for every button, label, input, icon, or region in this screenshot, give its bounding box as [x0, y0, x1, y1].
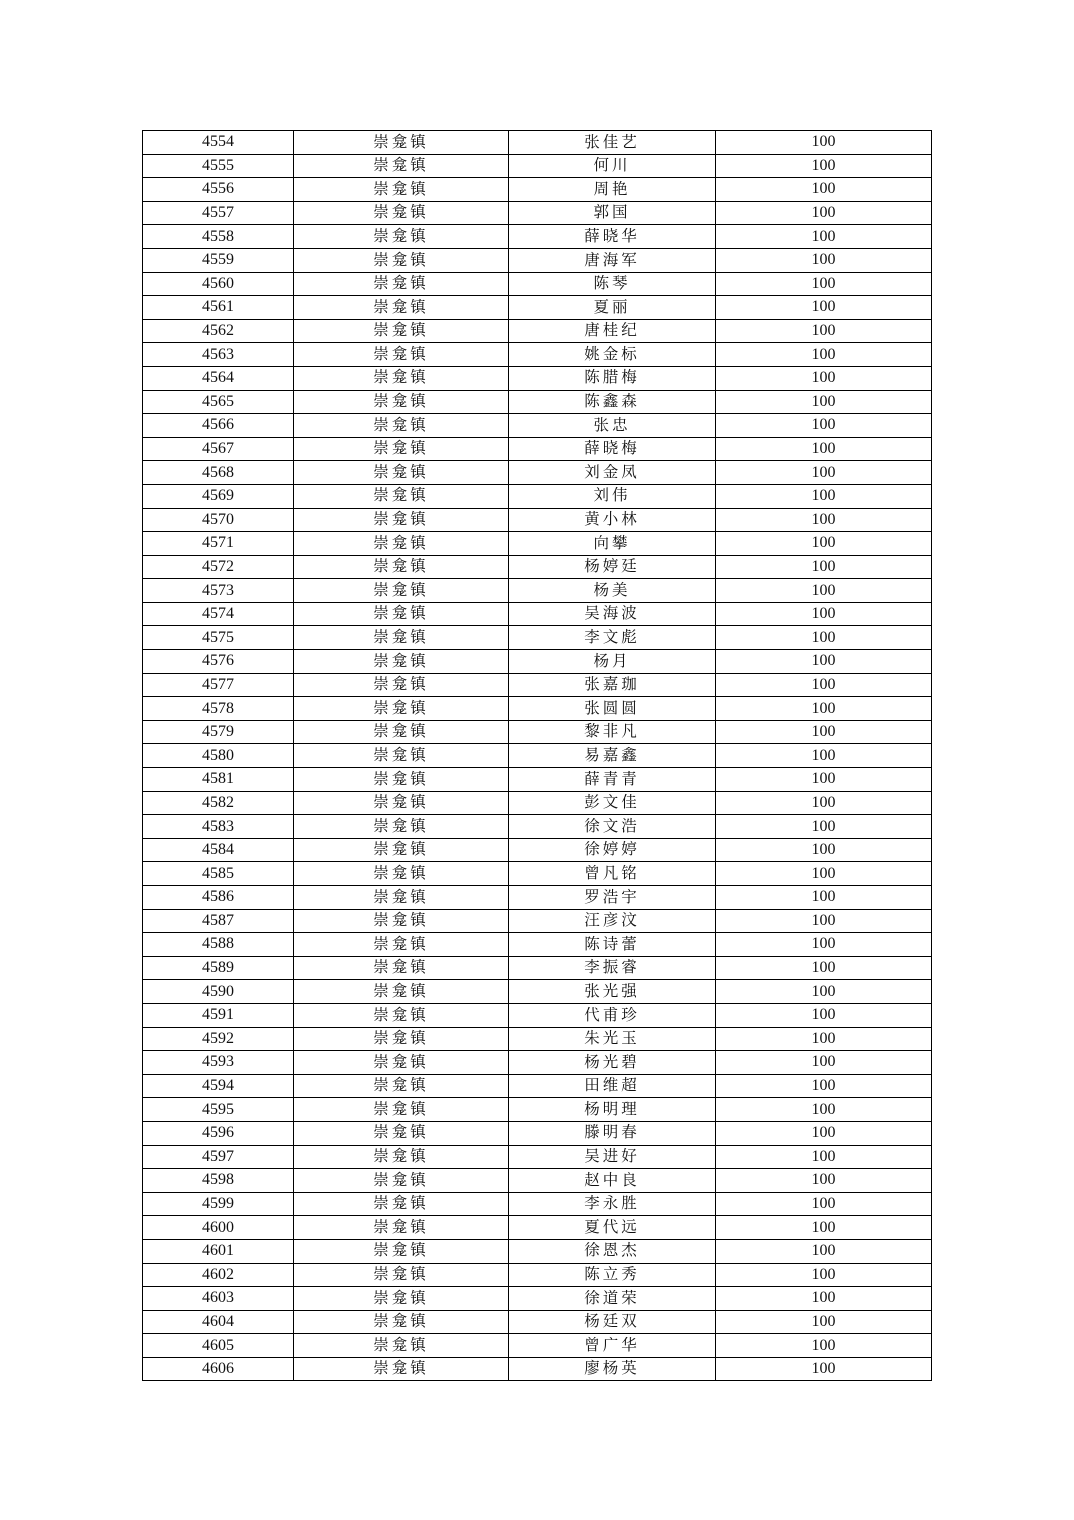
town-cell: 崇龛镇: [294, 296, 509, 320]
table-row: [143, 508, 932, 532]
town-cell: 崇龛镇: [294, 1239, 509, 1263]
town-cell: 崇龛镇: [294, 650, 509, 674]
amount-cell: 100: [716, 131, 932, 155]
table-row: [143, 768, 932, 792]
person-name-cell: 李文彪: [509, 626, 716, 650]
person-name-cell: 张光强: [509, 980, 716, 1004]
amount-cell: 100: [716, 343, 932, 367]
person-name-cell: 赵中良: [509, 1169, 716, 1193]
town-cell: 崇龛镇: [294, 838, 509, 862]
amount-cell: 100: [716, 1074, 932, 1098]
amount-cell: 100: [716, 201, 932, 225]
person-name-cell: 徐文浩: [509, 815, 716, 839]
person-name-cell: 唐桂纪: [509, 319, 716, 343]
amount-cell: 100: [716, 626, 932, 650]
town-cell: 崇龛镇: [294, 272, 509, 296]
town-cell: 崇龛镇: [294, 1334, 509, 1358]
table-row: [143, 1098, 932, 1122]
town-cell: 崇龛镇: [294, 1051, 509, 1075]
table-row: [143, 201, 932, 225]
row-number-cell: 4580: [143, 744, 294, 768]
person-name-cell: 张佳艺: [509, 131, 716, 155]
town-cell: 崇龛镇: [294, 1027, 509, 1051]
row-number-cell: 4563: [143, 343, 294, 367]
row-number-cell: 4565: [143, 390, 294, 414]
town-cell: 崇龛镇: [294, 980, 509, 1004]
amount-cell: 100: [716, 862, 932, 886]
row-number-cell: 4587: [143, 909, 294, 933]
town-cell: 崇龛镇: [294, 131, 509, 155]
person-name-cell: 徐婷婷: [509, 838, 716, 862]
person-name-cell: 张忠: [509, 414, 716, 438]
person-name-cell: 薛晓华: [509, 225, 716, 249]
town-cell: 崇龛镇: [294, 366, 509, 390]
row-number-cell: 4554: [143, 131, 294, 155]
town-cell: 崇龛镇: [294, 248, 509, 272]
row-number-cell: 4558: [143, 225, 294, 249]
town-cell: 崇龛镇: [294, 886, 509, 910]
person-name-cell: 黎非凡: [509, 720, 716, 744]
town-cell: 崇龛镇: [294, 555, 509, 579]
table-row: [143, 296, 932, 320]
amount-cell: 100: [716, 744, 932, 768]
amount-cell: 100: [716, 366, 932, 390]
person-name-cell: 罗浩宇: [509, 886, 716, 910]
row-number-cell: 4578: [143, 697, 294, 721]
amount-cell: 100: [716, 1357, 932, 1381]
table-row: [143, 437, 932, 461]
amount-cell: 100: [716, 1003, 932, 1027]
amount-cell: 100: [716, 319, 932, 343]
table-row: [143, 390, 932, 414]
amount-cell: 100: [716, 697, 932, 721]
row-number-cell: 4583: [143, 815, 294, 839]
amount-cell: 100: [716, 1169, 932, 1193]
person-name-cell: 夏丽: [509, 296, 716, 320]
amount-cell: 100: [716, 1145, 932, 1169]
town-cell: 崇龛镇: [294, 720, 509, 744]
amount-cell: 100: [716, 296, 932, 320]
amount-cell: 100: [716, 154, 932, 178]
amount-cell: 100: [716, 248, 932, 272]
amount-cell: 100: [716, 720, 932, 744]
row-number-cell: 4590: [143, 980, 294, 1004]
row-number-cell: 4571: [143, 532, 294, 556]
table-row: [143, 956, 932, 980]
table-row: [143, 1334, 932, 1358]
town-cell: 崇龛镇: [294, 1310, 509, 1334]
amount-cell: 100: [716, 1334, 932, 1358]
person-name-cell: 刘伟: [509, 484, 716, 508]
town-cell: 崇龛镇: [294, 1216, 509, 1240]
table-row: [143, 1357, 932, 1381]
amount-cell: 100: [716, 1027, 932, 1051]
person-name-cell: 薛晓梅: [509, 437, 716, 461]
town-cell: 崇龛镇: [294, 390, 509, 414]
table-row: [143, 815, 932, 839]
row-number-cell: 4604: [143, 1310, 294, 1334]
table-row: [143, 1145, 932, 1169]
person-name-cell: 杨廷双: [509, 1310, 716, 1334]
row-number-cell: 4576: [143, 650, 294, 674]
amount-cell: 100: [716, 1310, 932, 1334]
town-cell: 崇龛镇: [294, 909, 509, 933]
amount-cell: 100: [716, 414, 932, 438]
town-cell: 崇龛镇: [294, 508, 509, 532]
town-cell: 崇龛镇: [294, 1169, 509, 1193]
row-number-cell: 4557: [143, 201, 294, 225]
person-name-cell: 徐道荣: [509, 1287, 716, 1311]
table-row: [143, 555, 932, 579]
town-cell: 崇龛镇: [294, 1003, 509, 1027]
row-number-cell: 4592: [143, 1027, 294, 1051]
person-name-cell: 黄小林: [509, 508, 716, 532]
town-cell: 崇龛镇: [294, 461, 509, 485]
table-row: [143, 838, 932, 862]
town-cell: 崇龛镇: [294, 1192, 509, 1216]
town-cell: 崇龛镇: [294, 791, 509, 815]
table-row: [143, 1169, 932, 1193]
person-name-cell: 薛青青: [509, 768, 716, 792]
person-name-cell: 汪彦汶: [509, 909, 716, 933]
row-number-cell: 4564: [143, 366, 294, 390]
town-cell: 崇龛镇: [294, 1145, 509, 1169]
row-number-cell: 4581: [143, 768, 294, 792]
row-number-cell: 4560: [143, 272, 294, 296]
table-row: [143, 980, 932, 1004]
town-cell: 崇龛镇: [294, 673, 509, 697]
table-row: [143, 1239, 932, 1263]
town-cell: 崇龛镇: [294, 225, 509, 249]
person-name-cell: 徐恩杰: [509, 1239, 716, 1263]
town-cell: 崇龛镇: [294, 1357, 509, 1381]
person-name-cell: 陈立秀: [509, 1263, 716, 1287]
town-cell: 崇龛镇: [294, 1287, 509, 1311]
amount-cell: 100: [716, 461, 932, 485]
row-number-cell: 4572: [143, 555, 294, 579]
table-row: [143, 602, 932, 626]
town-cell: 崇龛镇: [294, 1263, 509, 1287]
table-row: [143, 225, 932, 249]
town-cell: 崇龛镇: [294, 437, 509, 461]
town-cell: 崇龛镇: [294, 768, 509, 792]
table-row: [143, 886, 932, 910]
amount-cell: 100: [716, 508, 932, 532]
person-name-cell: 杨光碧: [509, 1051, 716, 1075]
row-number-cell: 4585: [143, 862, 294, 886]
row-number-cell: 4556: [143, 178, 294, 202]
amount-cell: 100: [716, 1098, 932, 1122]
amount-cell: 100: [716, 1192, 932, 1216]
table-row: [143, 744, 932, 768]
town-cell: 崇龛镇: [294, 697, 509, 721]
row-number-cell: 4567: [143, 437, 294, 461]
person-name-cell: 田维超: [509, 1074, 716, 1098]
row-number-cell: 4559: [143, 248, 294, 272]
person-name-cell: 杨月: [509, 650, 716, 674]
row-number-cell: 4603: [143, 1287, 294, 1311]
table-row: [143, 1216, 932, 1240]
table-row: [143, 697, 932, 721]
table-row: [143, 272, 932, 296]
amount-cell: 100: [716, 980, 932, 1004]
row-number-cell: 4562: [143, 319, 294, 343]
row-number-cell: 4577: [143, 673, 294, 697]
row-number-cell: 4566: [143, 414, 294, 438]
person-name-cell: 李永胜: [509, 1192, 716, 1216]
person-name-cell: 曾广华: [509, 1334, 716, 1358]
table-row: [143, 909, 932, 933]
person-name-cell: 杨明理: [509, 1098, 716, 1122]
amount-cell: 100: [716, 650, 932, 674]
person-name-cell: 何川: [509, 154, 716, 178]
town-cell: 崇龛镇: [294, 201, 509, 225]
row-number-cell: 4568: [143, 461, 294, 485]
person-name-cell: 李振睿: [509, 956, 716, 980]
town-cell: 崇龛镇: [294, 933, 509, 957]
town-cell: 崇龛镇: [294, 532, 509, 556]
table-row: [143, 791, 932, 815]
roster-table-body: [143, 131, 932, 1381]
town-cell: 崇龛镇: [294, 956, 509, 980]
town-cell: 崇龛镇: [294, 1098, 509, 1122]
amount-cell: 100: [716, 1263, 932, 1287]
person-name-cell: 滕明春: [509, 1121, 716, 1145]
amount-cell: 100: [716, 673, 932, 697]
table-row: [143, 343, 932, 367]
row-number-cell: 4601: [143, 1239, 294, 1263]
table-row: [143, 178, 932, 202]
roster-table: [142, 130, 932, 1381]
person-name-cell: 陈诗蕾: [509, 933, 716, 957]
town-cell: 崇龛镇: [294, 862, 509, 886]
row-number-cell: 4575: [143, 626, 294, 650]
table-row: [143, 1263, 932, 1287]
amount-cell: 100: [716, 602, 932, 626]
town-cell: 崇龛镇: [294, 178, 509, 202]
table-row: [143, 1192, 932, 1216]
amount-cell: 100: [716, 1239, 932, 1263]
person-name-cell: 杨美: [509, 579, 716, 603]
row-number-cell: 4569: [143, 484, 294, 508]
table-row: [143, 1027, 932, 1051]
town-cell: 崇龛镇: [294, 744, 509, 768]
person-name-cell: 陈琴: [509, 272, 716, 296]
table-row: [143, 862, 932, 886]
person-name-cell: 吴海波: [509, 602, 716, 626]
town-cell: 崇龛镇: [294, 484, 509, 508]
table-row: [143, 1287, 932, 1311]
table-row: [143, 720, 932, 744]
row-number-cell: 4579: [143, 720, 294, 744]
table-row: [143, 933, 932, 957]
person-name-cell: 张圆圆: [509, 697, 716, 721]
amount-cell: 100: [716, 579, 932, 603]
table-row: [143, 131, 932, 155]
person-name-cell: 夏代远: [509, 1216, 716, 1240]
person-name-cell: 彭文佳: [509, 791, 716, 815]
table-row: [143, 1074, 932, 1098]
amount-cell: 100: [716, 555, 932, 579]
row-number-cell: 4600: [143, 1216, 294, 1240]
person-name-cell: 向攀: [509, 532, 716, 556]
person-name-cell: 廖杨英: [509, 1357, 716, 1381]
person-name-cell: 周艳: [509, 178, 716, 202]
town-cell: 崇龛镇: [294, 626, 509, 650]
person-name-cell: 吴进好: [509, 1145, 716, 1169]
table-row: [143, 154, 932, 178]
person-name-cell: 曾凡铭: [509, 862, 716, 886]
amount-cell: 100: [716, 225, 932, 249]
amount-cell: 100: [716, 838, 932, 862]
row-number-cell: 4598: [143, 1169, 294, 1193]
row-number-cell: 4584: [143, 838, 294, 862]
amount-cell: 100: [716, 484, 932, 508]
table-row: [143, 414, 932, 438]
amount-cell: 100: [716, 390, 932, 414]
table-row: [143, 1051, 932, 1075]
person-name-cell: 朱光玉: [509, 1027, 716, 1051]
person-name-cell: 郭国: [509, 201, 716, 225]
person-name-cell: 陈鑫森: [509, 390, 716, 414]
town-cell: 崇龛镇: [294, 414, 509, 438]
table-row: [143, 248, 932, 272]
town-cell: 崇龛镇: [294, 319, 509, 343]
person-name-cell: 唐海军: [509, 248, 716, 272]
row-number-cell: 4596: [143, 1121, 294, 1145]
person-name-cell: 刘金凤: [509, 461, 716, 485]
row-number-cell: 4594: [143, 1074, 294, 1098]
amount-cell: 100: [716, 768, 932, 792]
row-number-cell: 4561: [143, 296, 294, 320]
amount-cell: 100: [716, 437, 932, 461]
amount-cell: 100: [716, 956, 932, 980]
amount-cell: 100: [716, 272, 932, 296]
amount-cell: 100: [716, 909, 932, 933]
table-row: [143, 1003, 932, 1027]
table-row: [143, 319, 932, 343]
person-name-cell: 易嘉鑫: [509, 744, 716, 768]
table-row: [143, 1310, 932, 1334]
table-row: [143, 1121, 932, 1145]
table-row: [143, 673, 932, 697]
table-row: [143, 461, 932, 485]
table-row: [143, 626, 932, 650]
person-name-cell: 杨婷廷: [509, 555, 716, 579]
table-row: [143, 579, 932, 603]
amount-cell: 100: [716, 532, 932, 556]
town-cell: 崇龛镇: [294, 815, 509, 839]
person-name-cell: 张嘉珈: [509, 673, 716, 697]
row-number-cell: 4599: [143, 1192, 294, 1216]
amount-cell: 100: [716, 1216, 932, 1240]
amount-cell: 100: [716, 933, 932, 957]
row-number-cell: 4591: [143, 1003, 294, 1027]
row-number-cell: 4593: [143, 1051, 294, 1075]
row-number-cell: 4589: [143, 956, 294, 980]
row-number-cell: 4597: [143, 1145, 294, 1169]
town-cell: 崇龛镇: [294, 343, 509, 367]
town-cell: 崇龛镇: [294, 579, 509, 603]
row-number-cell: 4602: [143, 1263, 294, 1287]
amount-cell: 100: [716, 1051, 932, 1075]
amount-cell: 100: [716, 1121, 932, 1145]
amount-cell: 100: [716, 791, 932, 815]
town-cell: 崇龛镇: [294, 154, 509, 178]
row-number-cell: 4555: [143, 154, 294, 178]
amount-cell: 100: [716, 1287, 932, 1311]
row-number-cell: 4570: [143, 508, 294, 532]
town-cell: 崇龛镇: [294, 602, 509, 626]
person-name-cell: 姚金标: [509, 343, 716, 367]
row-number-cell: 4595: [143, 1098, 294, 1122]
person-name-cell: 陈腊梅: [509, 366, 716, 390]
amount-cell: 100: [716, 178, 932, 202]
table-row: [143, 532, 932, 556]
row-number-cell: 4582: [143, 791, 294, 815]
row-number-cell: 4574: [143, 602, 294, 626]
table-row: [143, 366, 932, 390]
town-cell: 崇龛镇: [294, 1074, 509, 1098]
row-number-cell: 4588: [143, 933, 294, 957]
row-number-cell: 4606: [143, 1357, 294, 1381]
town-cell: 崇龛镇: [294, 1121, 509, 1145]
table-row: [143, 484, 932, 508]
amount-cell: 100: [716, 815, 932, 839]
row-number-cell: 4605: [143, 1334, 294, 1358]
row-number-cell: 4586: [143, 886, 294, 910]
person-name-cell: 代甫珍: [509, 1003, 716, 1027]
amount-cell: 100: [716, 886, 932, 910]
table-row: [143, 650, 932, 674]
row-number-cell: 4573: [143, 579, 294, 603]
